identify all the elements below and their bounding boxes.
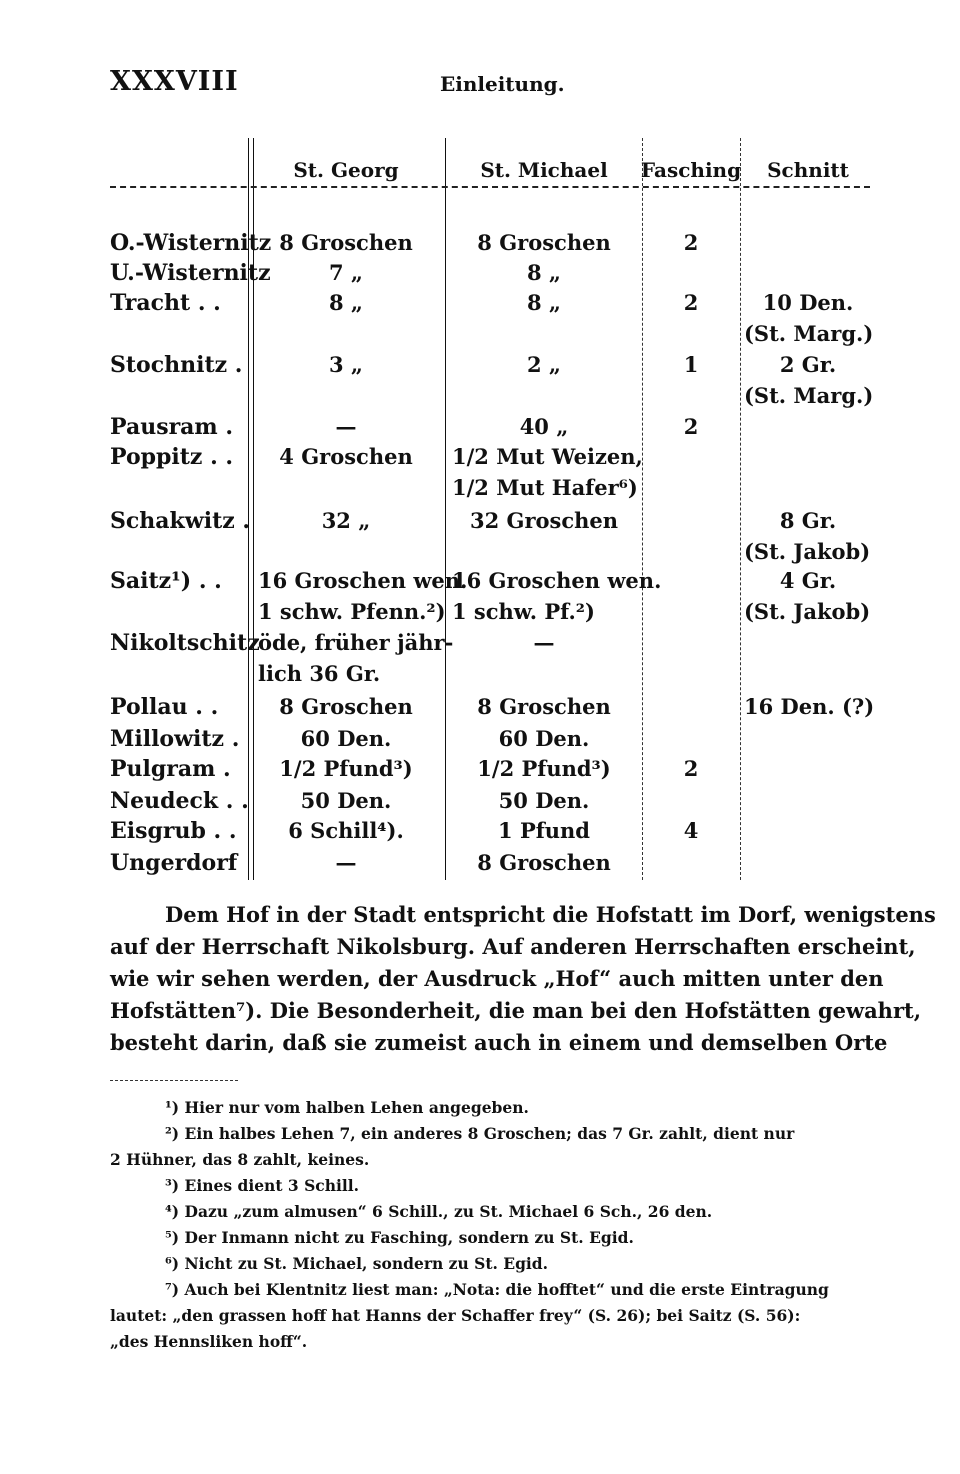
footnote-7-continued: lautet: „den grassen hoff hat Hanns der Schaffer frey“ (S. 26); bei Saitz (S. 56): — [110, 1306, 801, 1325]
row-place-name: Millowitz . — [110, 726, 240, 752]
cell-st-michael: 50 Den. — [498, 788, 590, 813]
cell-st-georg: — — [335, 414, 357, 439]
cell-st-georg: 16 Groschen wen. — [258, 568, 468, 593]
cell-fasching: 2 — [683, 290, 699, 315]
footnote-2: ²) Ein halbes Lehen 7, ein anderes 8 Groschen; das 7 Gr. zahlt, dient nur — [165, 1124, 795, 1143]
cell-st-michael: 16 Groschen wen. — [452, 568, 662, 593]
cell-schnitt: 8 Gr. — [779, 508, 837, 533]
cell-st-georg: 6 Schill⁴). — [288, 818, 404, 843]
row-place-name: Ungerdorf — [110, 850, 238, 876]
cell-st-georg: 60 Den. — [300, 726, 392, 751]
row-place-name: Tracht . . — [110, 290, 221, 316]
cell-fasching: 1 — [683, 352, 699, 377]
row-place-name: Eisgrub . . — [110, 818, 237, 844]
cell-st-michael: 40 „ — [519, 414, 569, 439]
row-place-name: Pausram . — [110, 414, 234, 440]
cell-st-michael: 1 Pfund — [498, 818, 590, 843]
cell-fasching: 2 — [683, 414, 699, 439]
cell-st-michael: 8 Groschen — [477, 850, 611, 875]
paragraph-line: auf der Herrschaft Nikolsburg. Auf anderen Herrschaften erscheint, — [110, 934, 916, 959]
cell-schnitt: 4 Gr. — [779, 568, 837, 593]
footnote-7-end: „des Hennsliken hoff“. — [110, 1332, 308, 1351]
row-place-name: Neudeck . . — [110, 788, 249, 814]
row-place-name: Poppitz . . — [110, 444, 234, 470]
table-divider-michael-fasching — [642, 138, 643, 880]
cell-st-michael: 1/2 Mut Weizen, — [452, 444, 643, 469]
column-header-st-georg: St. Georg — [293, 158, 399, 182]
cell-st-georg: 8 Groschen — [279, 230, 413, 255]
cell-st-georg: 50 Den. — [300, 788, 392, 813]
footnote-4: ⁴) Dazu „zum almusen“ 6 Schill., zu St. Michael 6 Sch., 26 den. — [165, 1202, 713, 1221]
cell-st-michael: 1/2 Pfund³) — [477, 756, 611, 781]
footnote-2-continued: 2 Hühner, das 8 zahlt, keines. — [110, 1150, 370, 1169]
table-header-rule — [110, 186, 870, 188]
paragraph-line: wie wir sehen werden, der Ausdruck „Hof“ auch mitten unter den — [110, 966, 884, 991]
footnote-rule — [110, 1080, 238, 1081]
row-place-name: Saitz¹) . . — [110, 568, 222, 594]
page-number: XXXVIII — [110, 66, 239, 97]
cell-st-michael: 1/2 Mut Hafer⁶) — [452, 475, 638, 500]
cell-fasching: 2 — [683, 756, 699, 781]
footnote-1: ¹) Hier nur vom halben Lehen angegeben. — [165, 1098, 529, 1117]
column-header-schnitt: Schnitt — [767, 158, 849, 182]
cell-fasching: 4 — [683, 818, 699, 843]
cell-st-michael: 8 Groschen — [477, 694, 611, 719]
cell-schnitt: (St. Jakob) — [744, 599, 871, 624]
cell-schnitt: 16 Den. (?) — [744, 694, 875, 719]
cell-st-georg: 3 „ — [328, 352, 364, 377]
cell-st-georg: 8 Groschen — [279, 694, 413, 719]
cell-st-georg: lich 36 Gr. — [258, 661, 381, 686]
row-place-name: Stochnitz . — [110, 352, 243, 378]
paragraph-line: Dem Hof in der Stadt entspricht die Hofstatt im Dorf, wenigstens — [165, 902, 936, 927]
table-divider-fasching-schnitt — [740, 138, 741, 880]
cell-st-michael: 8 Groschen — [477, 230, 611, 255]
cell-st-michael: 1 schw. Pf.²) — [452, 599, 595, 624]
footnote-3: ³) Eines dient 3 Schill. — [165, 1176, 360, 1195]
cell-st-georg: 8 „ — [328, 290, 364, 315]
paragraph-line: Hofstätten⁷). Die Besonderheit, die man bei den Hofstätten gewahrt, — [110, 998, 922, 1023]
column-header-fasching: Fasching — [640, 158, 742, 182]
cell-st-michael: 8 „ — [526, 260, 562, 285]
row-place-name: Schakwitz . — [110, 508, 251, 534]
row-place-name: Pulgram . — [110, 756, 231, 782]
row-place-name: U.-Wisternitz — [110, 260, 271, 286]
cell-st-michael: 32 Groschen — [469, 508, 619, 533]
cell-st-georg: 4 Groschen — [279, 444, 413, 469]
cell-st-georg: 1 schw. Pfenn.²) — [258, 599, 446, 624]
cell-schnitt: 10 Den. — [762, 290, 854, 315]
table-divider-georg-michael — [445, 138, 446, 880]
cell-schnitt: (St. Jakob) — [744, 539, 871, 564]
cell-fasching: 2 — [683, 230, 699, 255]
cell-schnitt: 2 Gr. — [779, 352, 837, 377]
cell-st-georg: 7 „ — [328, 260, 364, 285]
paragraph-line: besteht darin, daß sie zumeist auch in einem und demselben Orte — [110, 1030, 888, 1055]
cell-st-michael: — — [533, 630, 555, 655]
footnote-5: ⁵) Der Inmann nicht zu Fasching, sondern zu St. Egid. — [165, 1228, 634, 1247]
row-place-name: Nikoltschitz — [110, 630, 260, 656]
column-header-st-michael: St. Michael — [480, 158, 608, 182]
cell-st-michael: 2 „ — [526, 352, 562, 377]
cell-schnitt: (St. Marg.) — [744, 321, 874, 346]
cell-st-michael: 8 „ — [526, 290, 562, 315]
cell-st-georg: 32 „ — [321, 508, 371, 533]
cell-st-michael: 60 Den. — [498, 726, 590, 751]
running-title: Einleitung. — [440, 72, 565, 96]
cell-st-georg: öde, früher jähr- — [258, 630, 454, 655]
cell-st-georg: 1/2 Pfund³) — [279, 756, 413, 781]
footnote-7: ⁷) Auch bei Klentnitz liest man: „Nota: die hofftet“ und die erste Eintragung — [165, 1280, 829, 1299]
cell-schnitt: (St. Marg.) — [744, 383, 874, 408]
footnote-6: ⁶) Nicht zu St. Michael, sondern zu St. Egid. — [165, 1254, 549, 1273]
row-place-name: O.-Wisternitz — [110, 230, 272, 256]
cell-st-georg: — — [335, 850, 357, 875]
row-place-name: Pollau . . — [110, 694, 219, 720]
